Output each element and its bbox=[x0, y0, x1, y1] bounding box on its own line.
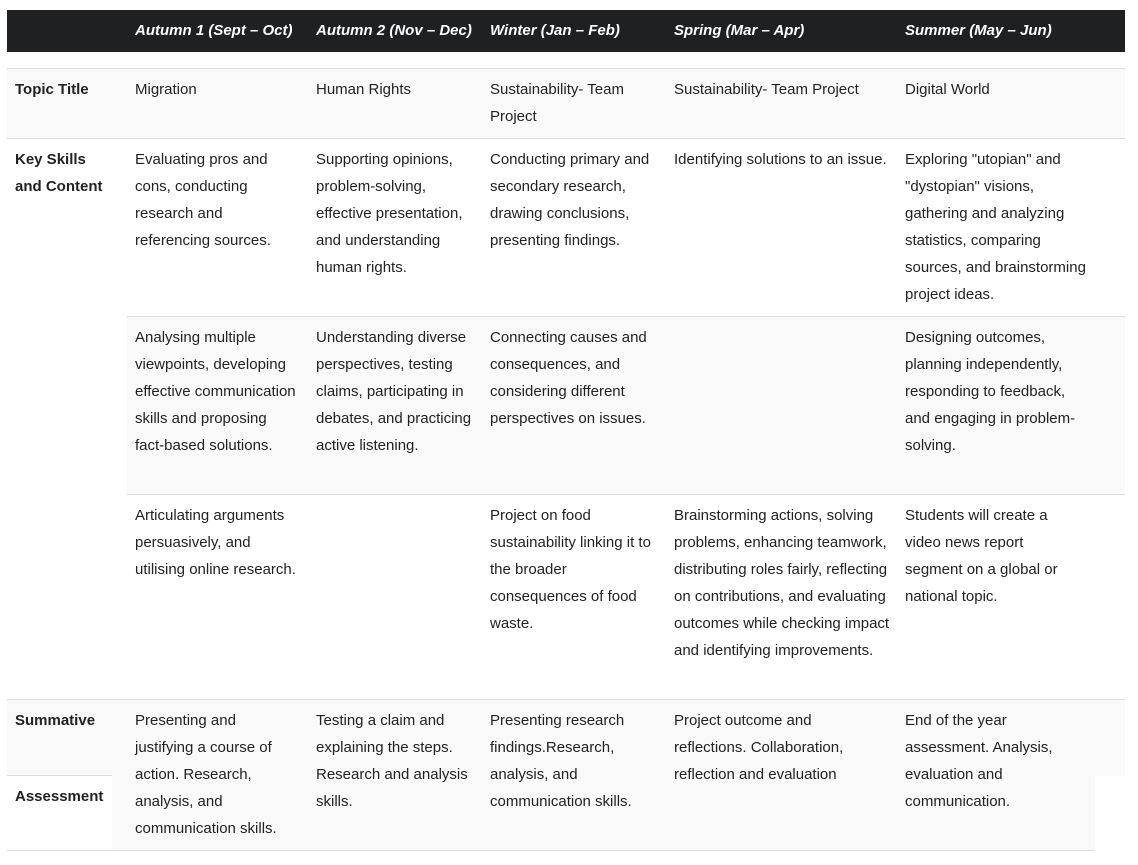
summative-label: Summative bbox=[15, 712, 96, 729]
topic-cell-summer: Digital World bbox=[905, 81, 990, 98]
header-spring: Spring (Mar – Apr) bbox=[674, 22, 805, 39]
skills-r3-spring: Brainstorming actions, solving problems, enhancing teamwork, distributing roles fairly, reflecting on contributions, and evaluating outcomes while checking impact and identifying improvements. bbox=[674, 507, 890, 659]
table-header bbox=[7, 10, 1125, 52]
summative-winter: Presenting research findings.Research, analysis, and communication skills. bbox=[490, 712, 632, 810]
topic-title-label: Topic Title bbox=[15, 81, 89, 98]
skills-r1-summer: Exploring "utopian" and "dystopian" visions, gathering and analyzing statistics, comparing sources, and brainstorming project ideas. bbox=[905, 151, 1086, 303]
header-autumn-1: Autumn 1 (Sept – Oct) bbox=[135, 22, 293, 39]
skills-r2-autumn-1: Analysing multiple viewpoints, developing effective communication skills and proposing fact-based solutions. bbox=[135, 329, 296, 454]
row-divider bbox=[7, 699, 1125, 700]
topic-cell-winter: Sustainability- Team Project bbox=[490, 81, 624, 125]
row-divider bbox=[127, 316, 1125, 317]
header-autumn-2: Autumn 2 (Nov – Dec) bbox=[316, 22, 472, 39]
skills-r2-autumn-2: Understanding diverse perspectives, testing claims, participating in debates, and practicing active listening. bbox=[316, 329, 472, 454]
assessment-label: Assessment bbox=[15, 788, 104, 805]
skills-r1-spring: Identifying solutions to an issue. bbox=[674, 151, 887, 168]
row-divider bbox=[7, 850, 1095, 851]
row-divider bbox=[7, 138, 1125, 139]
topic-cell-autumn-1: Migration bbox=[135, 81, 197, 98]
key-skills-label: Key Skills and Content bbox=[15, 151, 103, 195]
header-winter: Winter (Jan – Feb) bbox=[490, 22, 620, 39]
row-divider bbox=[127, 494, 1125, 495]
skills-r1-winter: Conducting primary and secondary research, drawing conclusions, presenting findings. bbox=[490, 151, 650, 249]
header-summer: Summer (May – Jun) bbox=[905, 22, 1052, 39]
summative-spring: Project outcome and reflections. Collaboration, reflection and evaluation bbox=[674, 712, 844, 783]
topic-cell-spring: Sustainability- Team Project bbox=[674, 81, 859, 98]
summative-summer: End of the year assessment. Analysis, evaluation and communication. bbox=[905, 712, 1053, 810]
skills-r1-autumn-2: Supporting opinions, problem-solving, effective presentation, and understanding human rights. bbox=[316, 151, 463, 276]
skills-r1-autumn-1: Evaluating pros and cons, conducting research and referencing sources. bbox=[135, 151, 271, 249]
skills-r3-autumn-1: Articulating arguments persuasively, and utilising online research. bbox=[135, 507, 296, 578]
skills-r2-winter: Connecting causes and consequences, and considering different perspectives on issues. bbox=[490, 329, 647, 427]
row-divider bbox=[7, 68, 1125, 69]
skills-r2-summer: Designing outcomes, planning independently, responding to feedback, and engaging in problem-solving. bbox=[905, 329, 1076, 454]
skills-r3-summer: Students will create a video news report segment on a global or national topic. bbox=[905, 507, 1058, 605]
summative-autumn-2: Testing a claim and explaining the steps. Research and analysis skills. bbox=[316, 712, 468, 810]
row-divider bbox=[7, 775, 112, 776]
skills-r3-winter: Project on food sustainability linking it to the broader consequences of food waste. bbox=[490, 507, 651, 632]
topic-cell-autumn-2: Human Rights bbox=[316, 81, 412, 98]
summative-autumn-1: Presenting and justifying a course of action. Research, analysis, and communication skills. bbox=[135, 712, 277, 837]
